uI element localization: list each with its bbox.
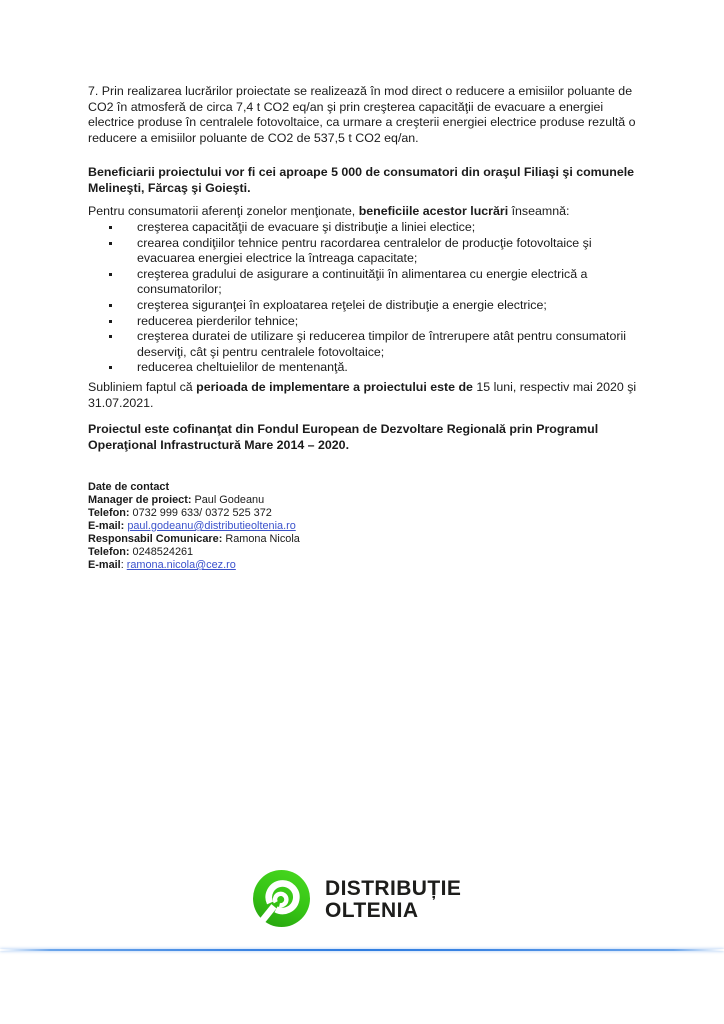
comm-label: Responsabil Comunicare: [88, 533, 223, 545]
benefit-item: creşterea siguranţei în exploatarea reţelei de distribuţie a energie electrice; [88, 298, 638, 314]
benefits-intro-prefix: Pentru consumatorii aferenţi zonelor menţionate, [88, 204, 359, 218]
email1-label: E-mail: [88, 520, 125, 532]
comm-value: Ramona Nicola [225, 533, 300, 545]
benefit-item: reducerea cheltuielilor de mentenanţă. [88, 360, 638, 376]
benefits-list [88, 220, 638, 376]
distributie-oltenia-logo [253, 870, 461, 927]
benefits-intro-bold: beneficiile acestor lucrări [358, 204, 509, 218]
contact-heading: Date de contact [88, 481, 170, 493]
implementation-suffix: 15 luni, respectiv mai 2020 şi 31.07.2021. [88, 380, 637, 410]
paragraph-beneficiaries: Beneficiarii proiectului vor fi cei aproape 5 000 de consumatori din oraşul Filiaşi şi comunele Melineşti, Fărcaş şi Goieşti. [88, 165, 635, 195]
paragraph-implementation [88, 380, 638, 411]
logo-wordmark-line2: OLTENIA [325, 899, 419, 922]
paragraph-emissions: 7. Prin realizarea lucrărilor proiectate se realizează în mod direct o reducere a emisiilor poluante de CO2 în atmosferă de circa 7,4 t CO2 eq/an şi prin creşterea capacităţii de evacuare a energiei electrice produse în centralele fotovoltaice, ca urmare a creşterii energiei electrice produse rezultă o reducere a emisiilor poluante de CO2 de 537,5 t CO2 eq/an. [88, 84, 636, 145]
benefit-item: creşterea capacităţii de evacuare şi distribuţie a liniei electice; [88, 220, 638, 236]
contact-email1-row [88, 520, 638, 533]
logo-wordmark-line1: DISTRIBUȚIE [325, 877, 462, 900]
paragraph-cofinancing: Proiectul este cofinanţat din Fondul European de Dezvoltare Regională prin Programul Operaţional Infrastructură Mare 2014 – 2020. [88, 422, 599, 452]
benefit-item: creşterea gradului de asigurare a continuităţii în alimentarea cu energie electrică a consumatorilor; [88, 267, 638, 298]
benefit-item: reducerea pierderilor tehnice; [88, 314, 638, 330]
logo-wordmark [325, 878, 461, 922]
email-link-paul[interactable]: paul.godeanu@distributieoltenia.ro [127, 520, 296, 532]
phone1-label: Telefon: [88, 507, 130, 519]
contact-email2-row [88, 559, 638, 572]
contact-phone2-row [88, 546, 638, 559]
footer-divider-line [0, 949, 724, 951]
benefit-item: crearea condiţiilor tehnice pentru racordarea centralelor de producţie fotovoltaice şi evacuarea energiei electrice la întreaga capacitate; [88, 236, 638, 267]
email-link-ramona[interactable]: ramona.nicola@cez.ro [126, 559, 236, 571]
email2-separator: : [120, 559, 124, 571]
contact-phone1-row [88, 507, 638, 520]
implementation-bold: perioada de implementare a proiectului este de [196, 380, 473, 394]
benefits-intro-suffix: înseamnă: [508, 204, 570, 218]
email2-label: E-mail [88, 559, 121, 571]
contact-manager-row [88, 494, 638, 507]
benefit-item: creşterea duratei de utilizare şi reducerea timpilor de întrerupere atât pentru consumatorii deserviţi, cât şi pentru centralele fotovoltaice; [88, 329, 638, 360]
phone1-value: 0732 999 633/ 0372 525 372 [132, 507, 272, 519]
implementation-prefix: Subliniem faptul că [88, 380, 197, 394]
contact-section [88, 481, 638, 572]
logo-d-icon [253, 870, 310, 927]
contact-comm-row [88, 533, 638, 546]
manager-value: Paul Godeanu [194, 494, 265, 506]
phone2-label: Telefon: [88, 546, 130, 558]
benefits-intro [88, 204, 638, 220]
phone2-value: 0248524261 [132, 546, 194, 558]
manager-label: Manager de proiect: [88, 494, 192, 506]
